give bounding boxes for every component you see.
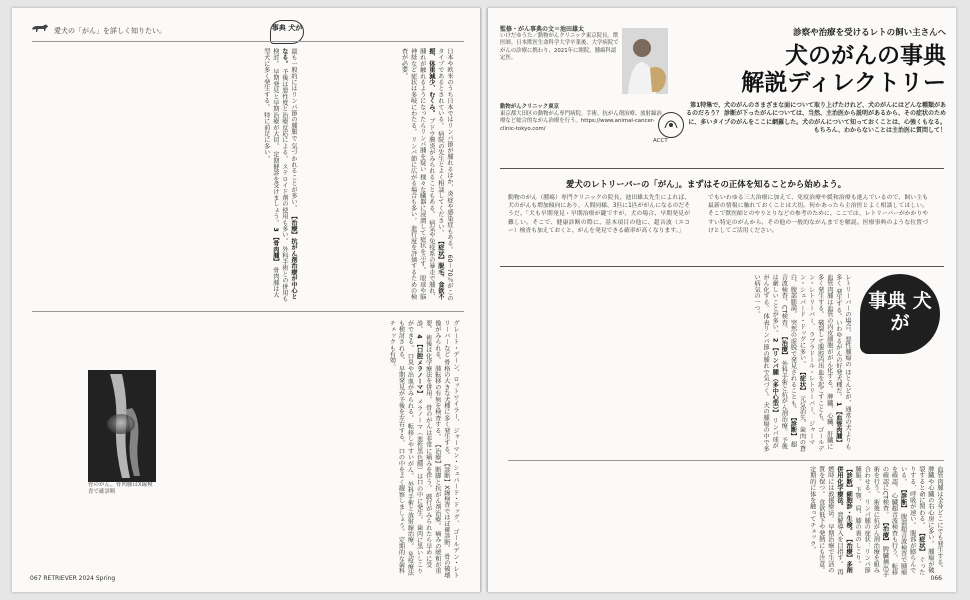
text-line: 超音波検査、CT検査。 bbox=[780, 274, 797, 448]
intro-paragraph-left: 動物のがん（腫瘍）専門クリニックの院長、池田雄太先生によれば、犬のがんも増加傾向にあり、人間同様、3匹に1匹ががんになるのだそうだ。「犬も早期発見・早期治療が鍵ですが、犬の場合、早期発見が難しい。そこで、健康診断の際に、基本項目の他に、超音波（エコー）検査も加えておくと、がんを発見できる確率が高くなります。」 bbox=[508, 195, 690, 234]
text-line: 様々な臓器に浸潤して症状を示す。 bbox=[418, 173, 426, 274]
main-title-line2: 解説ディレクトリー bbox=[741, 69, 946, 96]
text-line: 外科手術と抗がん剤治療。 bbox=[780, 360, 788, 435]
intro-paragraph-right: でもいわゆる三大治療に加えて、免疫治療や緩和治療も進んでいるので、飼い主も最新の情報に触れておくことは大切。何かあったら主治医とよく相談してほしい。そこで獣医師とのやりとりなどの参考のために、ここでは、レトリーバーがかかりやすい特定のがんから、その他の一般的ながんまでを解説。医療事典のような位置づけとしてご活用ください。 bbox=[708, 195, 928, 234]
section-rule bbox=[500, 168, 944, 169]
text-line: ゴールデン・レトリーバー、 bbox=[807, 274, 824, 452]
section-badge: 事典 犬が bbox=[270, 20, 304, 44]
text-line: 腫瘍が破裂すると命に関わる。 bbox=[917, 466, 934, 574]
body-columns-bottom bbox=[164, 320, 460, 580]
text-line: ステロイド剤の使用も多い。 bbox=[280, 163, 288, 245]
text-line: 術後は化学療法を併用。 bbox=[424, 334, 432, 403]
text-line: 60〜70％がこのタイプであるとされている。 bbox=[436, 48, 453, 302]
subhead: 診察や治療を受けるレトの飼い主さんへ bbox=[793, 28, 946, 38]
clinic-name: 動物がんクリニック東京 bbox=[500, 104, 559, 110]
text-line: 口臭や出血がみられる。 bbox=[406, 352, 414, 422]
text-line: 日本や欧米のうち日本ではリンパ節が腫れるほか、炎症や感染症もある。 bbox=[446, 48, 453, 253]
text-line: 骨の破壊像がみられる。 bbox=[433, 320, 450, 579]
text-line: 体表リンパ節の腫れで気づく。 bbox=[762, 313, 770, 400]
right-page bbox=[488, 8, 956, 592]
text-line: 発生する。いわゆるがんの好発犬種だ。 bbox=[834, 288, 842, 400]
text-line: 【症状】 bbox=[798, 368, 806, 394]
page-folio: 067 RETRIEVER 2024 Spring bbox=[30, 575, 116, 582]
text-line: 突然の虚脱で発見されることも。 bbox=[789, 319, 797, 413]
header-rule bbox=[32, 41, 464, 42]
body-columns-top-right bbox=[304, 48, 454, 304]
text-line: 寛解導入を目指す。 bbox=[835, 511, 843, 568]
text-line: 脾臓や心臓の右心房に多い。 bbox=[926, 466, 934, 547]
text-line: 定期健診を受けましょう。 bbox=[271, 151, 279, 226]
text-line: 免疫療法も検討される。 bbox=[397, 320, 414, 576]
text-line: 4 【口腔メラノーマ】 bbox=[415, 334, 423, 397]
text-line: 定期的に体を触ってチェック。 bbox=[808, 466, 816, 553]
text-line: 3 【骨肉腫】 bbox=[271, 227, 279, 265]
text-line: ジャーマン・シェパード・ドッグ、 bbox=[452, 427, 459, 527]
text-line: 【診断】細胞診・生検。 bbox=[845, 466, 853, 535]
text-line: 気づかれることが多い。 bbox=[290, 142, 297, 212]
text-line: 【症状】 bbox=[917, 529, 925, 555]
text-line: ゴールデン・レトリーバーなど bbox=[442, 320, 459, 579]
text-line: 【治療】 bbox=[881, 519, 889, 545]
title-block bbox=[686, 26, 946, 136]
text-line: 破裂して腹腔内出血を起こすことも。 bbox=[816, 319, 824, 425]
page-folio: 066 bbox=[930, 575, 942, 582]
text-line: 【診断】 bbox=[789, 414, 797, 440]
text-line: 元気消失、歯肉の蒼白、腹部膨満。 bbox=[789, 274, 806, 452]
text-line: 定期的な歯科チェックも有効。 bbox=[388, 320, 405, 574]
supervisor-portrait bbox=[622, 28, 668, 94]
text-line: 犬の腫瘍の中で多い病気の一つ。 bbox=[753, 274, 770, 452]
supervisor-label: 監修・がん事典の文＝池田雄太 bbox=[500, 26, 585, 33]
text-line: 転移しやすいがん。 bbox=[406, 423, 414, 479]
text-line: 心臓超音波検査も行う。 bbox=[890, 492, 898, 561]
intro-heading: 愛犬のレトリーバーの「がん」。まずはその正体を知ることから始めよう。 bbox=[566, 179, 847, 189]
text-line: リンパ腫の症状：リンパ節腫脹。 bbox=[854, 466, 871, 574]
text-line: 2 【リンパ腫（多中心型）】 bbox=[771, 337, 779, 416]
text-line: 骨格の大きな犬種に多く発生する。 bbox=[442, 359, 450, 459]
lead-text: 第1特集で、犬のがんのさまざまな面について取り上げたけれど、犬のがんにはどんな種類があるのだろう？ 診断が下ったがんについては、当然、主治医から説明があるから、その症状のために、多いタイプのがんをここに網羅した。犬のがんについて知っておくことは、心強くもなる。もちろん、わからないことは主治医に質問して！ bbox=[686, 102, 946, 135]
text-line: 痛みの緩和が重要。 bbox=[424, 320, 441, 574]
text-line: 再燃時には救援療法。 bbox=[826, 466, 843, 576]
text-line: 特に前足に多い。 bbox=[262, 111, 270, 162]
text-line: ぐったりする、呼吸が速い。 bbox=[908, 466, 925, 576]
column-divider bbox=[508, 460, 944, 461]
text-line: 最も一般的にはリンパ節の腫脹で bbox=[290, 48, 297, 141]
text-line: ジャーマン・シェパード・ドッグに多い。 bbox=[798, 274, 815, 446]
text-line: ブドウ膜炎がみられることもある。 bbox=[427, 118, 435, 218]
text-line: 外科手術と放射線治療。 bbox=[406, 480, 414, 550]
text-line: メラノーマ（悪性黒色腫）は口の中に発生。 bbox=[415, 398, 423, 523]
section-rule-lower bbox=[500, 266, 944, 267]
text-line: 【症状】脱毛、食欲不振、体重減少、むくみ。 bbox=[427, 48, 444, 300]
text-line: 【治療】抗がん剤治療が中心となる。 bbox=[280, 48, 297, 300]
main-title-line1: 犬のがんの事典 bbox=[785, 42, 946, 69]
acct-logo-icon bbox=[658, 112, 684, 138]
text-line: 血管肉腫は全身どこにでも発生する。 bbox=[936, 466, 943, 572]
image-caption: 骨のがん。骨肉腫はX線検査で確診断 bbox=[88, 482, 153, 495]
text-line: 病気や免疫系の暴走で腫れ、 bbox=[427, 219, 435, 300]
text-line: 1 【血管肉腫】 bbox=[834, 401, 842, 446]
body-columns-middle bbox=[508, 274, 852, 452]
xray-image bbox=[88, 370, 156, 482]
text-line: 脾臓、心臓、肝臓に多く発生する。 bbox=[816, 274, 833, 450]
supervisor-credit bbox=[500, 26, 620, 62]
text-line: 骨肉腫は大型犬に多く発生する。 bbox=[262, 48, 279, 298]
clinic-info bbox=[500, 104, 662, 133]
text-line: 進行度を評価するための検査が必要。 bbox=[400, 48, 417, 300]
text-line: 【診断】X線検査でほぼ確診断。 bbox=[442, 460, 450, 552]
text-line: 骨のがんは非常に痛みを伴う。 bbox=[424, 404, 432, 492]
text-line: 口の中をよく観察しましょう。 bbox=[397, 447, 405, 535]
text-line: 腹部が膨らんでいる。 bbox=[899, 466, 916, 574]
text-line: リンパ球ががん化する。 bbox=[762, 274, 779, 449]
text-line: 予後は悪性度と治療反応による。 bbox=[280, 68, 288, 162]
text-line: レトリーバーの場合、悪性腫瘍の bbox=[844, 274, 851, 367]
text-line: 腫れが触れるようになったらリンパ腫を疑い bbox=[418, 48, 426, 172]
text-line: 腹部超音波検査で腫瘤を確認。 bbox=[890, 466, 907, 576]
left-page bbox=[12, 8, 480, 592]
text-line: 歯肉に黒いしこりができる。 bbox=[406, 320, 423, 575]
text-line: 脾臓摘出手術を行う。 bbox=[872, 466, 889, 578]
text-line: 【治療】 bbox=[780, 333, 788, 359]
column-divider bbox=[32, 311, 464, 312]
running-head: 愛犬の「がん」を詳しく知りたい。 bbox=[54, 27, 166, 35]
text-line: 外科手術との併用も検討。 bbox=[271, 48, 288, 302]
section-badge-large: 事典 犬が bbox=[860, 274, 940, 354]
text-line: 早期発見が予後を左右する。 bbox=[397, 365, 405, 446]
supervisor-bio: いけだゆうた／動物がんクリニック東京院長。獣医師。日本獣医生命科学大学卒業後、大学病院でがんの診療に携わり、2021年に開院。腫瘍科認定医。 bbox=[500, 33, 619, 61]
body-columns-bottom bbox=[508, 466, 944, 578]
dog-icon bbox=[30, 22, 50, 34]
text-line: 下顎、肩、膝の裏のしこり。 bbox=[854, 486, 862, 568]
text-line: 早期発見と早期治療が大切。 bbox=[271, 68, 279, 150]
text-line: ラブラドール・レトリーバー、 bbox=[807, 331, 815, 419]
clinic-description: 東京都大田区の動物がん専門病院。手術、抗がん剤治療、放射線治療など総合的ながん治療を行う。https://www.animal-cancer-clinic-tokyo.com/ bbox=[500, 111, 662, 132]
text-line: 術後に抗がん剤治療を組み合わせる。 bbox=[863, 466, 880, 574]
text-line: 眼球や脳神経など症状は多岐にわたる。 bbox=[409, 48, 426, 300]
text-line: 血管肉腫は血管の内皮細胞ががん化する。 bbox=[825, 274, 833, 392]
text-line: 跛行がみられたら早めに受診。 bbox=[415, 320, 432, 568]
text-line: 病院の先生とよく相談してください。 bbox=[436, 130, 444, 236]
text-line: リンパ節に広がる場合も多い。 bbox=[409, 136, 417, 224]
text-line: 予後は厳しいことが多い。 bbox=[771, 274, 788, 450]
text-line: ほとんどが、通常の犬よりも多く bbox=[834, 274, 851, 450]
text-line: 【診断】 bbox=[899, 486, 907, 512]
text-line: 早期治療で生活の質を保つ。 bbox=[817, 466, 834, 574]
text-line: 肺転移の有無を検査する。 bbox=[433, 365, 441, 440]
text-line: 【治療】断脚と抗がん剤治療。 bbox=[433, 441, 441, 529]
text-line: 転移の確認にCT検査。 bbox=[881, 466, 898, 576]
acct-label: ACCT bbox=[653, 138, 668, 144]
text-line: 【治療】多剤併用化学療法。 bbox=[835, 466, 853, 574]
page-gutter bbox=[480, 8, 488, 592]
text-line: グレート・デーン、ロットワイラー、 bbox=[452, 320, 459, 426]
body-columns-top-left bbox=[102, 48, 298, 304]
text-line: 食欲低下や発熱にも注意。 bbox=[817, 498, 825, 574]
